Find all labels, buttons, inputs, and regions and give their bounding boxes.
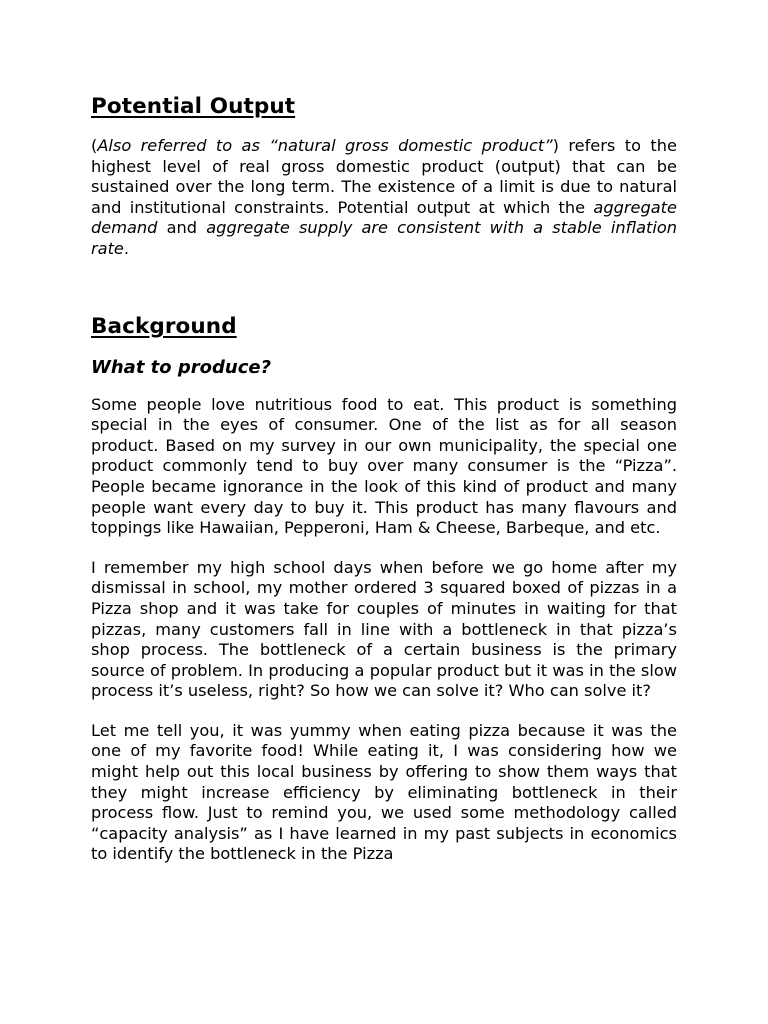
- document-page: [91, 88, 677, 865]
- text-period: .: [123, 238, 130, 258]
- text-definition: ) refers to the highest level of real gross domestic product (output) that can be sustained over the long term. The existence of a limit is due to natural and institutional constraints. Potential output at which the: [91, 136, 677, 217]
- text-aggregate-demand: aggregate demand: [91, 197, 677, 238]
- subheading-what-to-produce: What to produce?: [91, 356, 272, 378]
- text-open-paren: (: [91, 136, 98, 155]
- section-heading-potential-output: Potential Output: [91, 94, 296, 119]
- paragraph-pizza-product: Some people love nutritious food to eat. This product is something special in the eyes of consumer. One of the list as for all season product. Based on my survey in our own municipality, the special one product commonly tend to buy over many consumer is the “Pizza”. People became ignorance in the look of this kind of product and many people want every day to buy it. This product has many flavours and toppings like Hawaiian, Pepperoni, Ham & Cheese, Barbeque, and etc.: [91, 394, 677, 538]
- text-and: and: [157, 218, 207, 238]
- text-aggregate-supply: aggregate supply are consistent with a stable inflation rate: [91, 218, 677, 258]
- paragraph-capacity-analysis: Let me tell you, it was yummy when eating pizza because it was the one of my favorite food! While eating it, I was considering how we might help out this local business by offering to show them ways that they might increase efficiency by eliminating bottleneck in their process flow. Just to remind you, we used some methodology called “capacity analysis” as I have learned in my past subjects in economics to identify the bottleneck in the Pizza: [91, 720, 677, 864]
- text-also-referred: Also referred to as “natural gross domestic product”: [97, 136, 553, 155]
- section-heading-background: Background: [91, 313, 237, 339]
- paragraph-potential-output: [91, 136, 677, 260]
- paragraph-high-school-memory: I remember my high school days when before we go home after my dismissal in school, my mother ordered 3 squared boxed of pizzas in a Pizza shop and it was take for couples of minutes in waiting for that pizzas, many customers fall in line with a bottleneck in that pizza’s shop process. The bottleneck of a certain business is the primary source of problem. In producing a popular product but it was in the slow process it’s useless, right? So how we can solve it? Who can solve it?: [91, 557, 677, 701]
